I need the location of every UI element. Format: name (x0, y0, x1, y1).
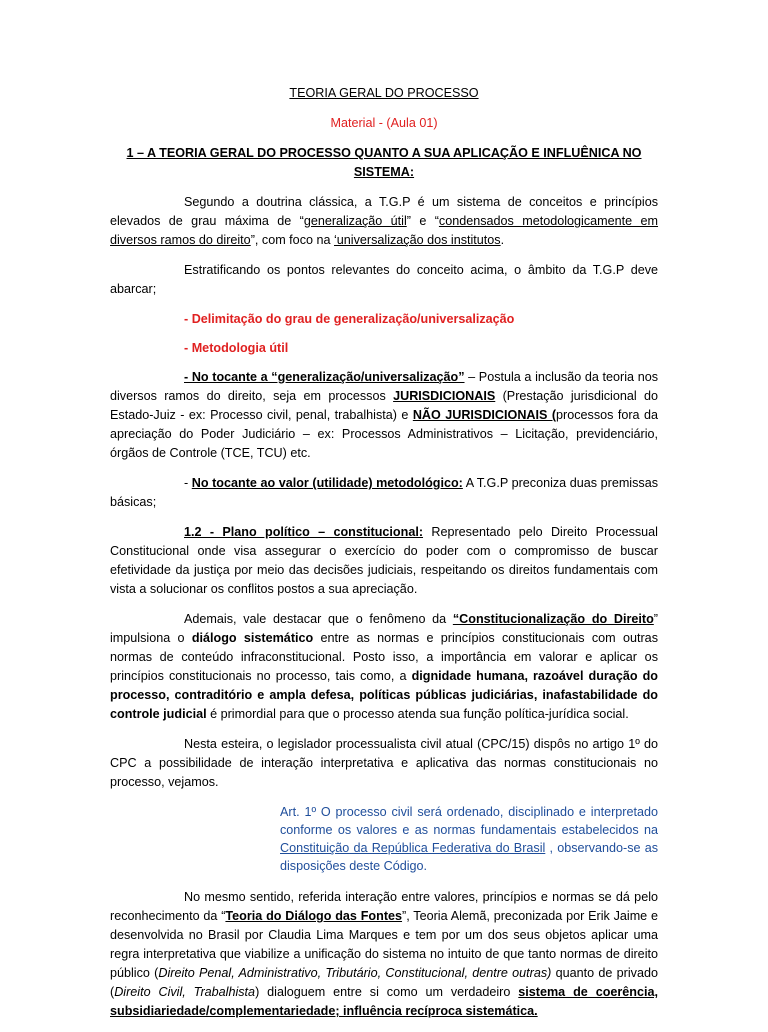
constitution-link[interactable]: Constituição da República Federativa do Brasil (280, 841, 546, 855)
text: entre as normas e princípios constitucionais com outras normas de conteúdo infraconstitucional. Posto isso, a importância em valorar e aplicar os princípios constitucionais no processo, tais como, a (110, 631, 658, 683)
paragraph-8 (110, 888, 658, 1021)
bold-term: - No tocante a “generalização/universalização” (184, 370, 465, 384)
text: A T.G.P preconiza duas premissas básicas; (110, 476, 659, 509)
underlined-term: condensados metodologicamente em diversos ramos do direito (110, 214, 659, 247)
bold-term: dignidade humana, razoável duração do processo, contraditório e ampla defesa, políticas públicas judiciárias, inafastabilidade do controle judicial (110, 669, 658, 721)
paragraph-7: Nesta esteira, o legislador processualista civil atual (CPC/15) dispôs no artigo 1º do CPC a possibilidade de interação interpretativa e aplicativa das normas constitucionais no processo, vejamos. (110, 737, 658, 789)
underlined-term: generalização útil (303, 214, 407, 228)
text: processos fora da apreciação do Poder Judiciário – ex: Processos Administrativos – Licitação, previdenciário, órgãos de Controle (TCE, TCU) etc. (110, 408, 658, 460)
paragraph-2: Estratificando os pontos relevantes do conceito acima, o âmbito da T.G.P deve abarcar; (110, 263, 658, 296)
text: Segundo a doutrina clássica, a T.G.P é um sistema de conceitos e princípios elevados de grau máxima de “ (110, 195, 658, 228)
topic-item-2: - Metodologia útil (184, 341, 289, 355)
paragraph-5 (110, 523, 658, 599)
underlined-term: ‘universalização dos institutos (334, 233, 501, 247)
italic-term: Direito Civil, Trabalhista (114, 985, 256, 999)
text: é primordial para que o processo atenda sua função política-jurídica social. (206, 707, 629, 721)
text: Representado pelo Direito Processual Constitucional onde visa assegurar o exercício do poder com o compromisso de buscar efetividade da justiça por meio das decisões judiciais, respeitando os direitos fundamentais com vista a solucionar os conflitos postos a sua apreciação. (110, 525, 658, 596)
text: ” e “ (406, 214, 439, 228)
text: No mesmo sentido, referida interação entre valores, princípios e normas se dá pelo reconhecimento da “ (110, 890, 658, 923)
text: – Postula a inclusão da teoria nos diversos ramos do direito, seja em processos (110, 370, 658, 403)
text: quanto de privado ( (110, 966, 658, 999)
bold-term: diálogo sistemático (191, 631, 314, 645)
text: ”, com foco na (250, 233, 334, 247)
bold-term: Teoria do Diálogo das Fontes (225, 909, 403, 923)
paragraph-1 (110, 193, 658, 250)
quote-text: Art. 1º O processo civil será ordenado, disciplinado e interpretado conforme os valores e as normas fundamentais estabelecidos na (280, 805, 658, 837)
text: . (500, 233, 505, 247)
quote-text: , observando-se as disposições deste Código. (280, 841, 659, 873)
text: - (184, 476, 192, 490)
bold-term: JURISDICIONAIS (393, 389, 496, 403)
paragraph-4 (110, 474, 658, 512)
text: ) dialoguem entre si como um verdadeiro (255, 985, 519, 999)
text: (Prestação jurisdicional do Estado-Juiz - ex: Processo civil, penal, trabalhista) e (110, 389, 658, 422)
text: Ademais, vale destacar que o fenômeno da (184, 612, 453, 626)
section-heading: 1 – A TEORIA GERAL DO PROCESSO QUANTO A SUA APLICAÇÃO E INFLUÊNICA NO SISTEMA: (126, 146, 642, 179)
bold-term: “Constitucionalização do Direito (452, 612, 654, 626)
italic-term: Direito Penal, Administrativo, Tributário, Constitucional, dentre outras) (158, 966, 552, 980)
text: ” impulsiona o (110, 612, 658, 645)
paragraph-6 (110, 610, 658, 724)
topic-item-1: - Delimitação do grau de generalização/universalização (184, 312, 515, 326)
bold-term: No tocante ao valor (utilidade) metodológico: (191, 476, 463, 490)
bold-term: 1.2 - Plano político – constitucional: (184, 525, 424, 539)
bold-term: NÃO JURISDICIONAIS ( (412, 408, 557, 422)
bold-term: sistema de coerência, subsidiariedade/complementariedade; influência recíproca sistemática. (110, 985, 658, 1018)
paragraph-3 (110, 368, 658, 463)
document-body (110, 84, 658, 1032)
document-title: TEORIA GERAL DO PROCESSO (289, 86, 479, 100)
document-subtitle: Material - (Aula 01) (330, 116, 438, 130)
text: ”, Teoria Alemã, preconizada por Erik Jaime e desenvolvida no Brasil por Claudia Lima Marques e tem por um dos seus objetos aplicar uma regra interpretativa que viabilize a unificação do sistema no intuito de que tanto normas de direito público ( (110, 909, 658, 980)
legal-quote (280, 803, 658, 875)
